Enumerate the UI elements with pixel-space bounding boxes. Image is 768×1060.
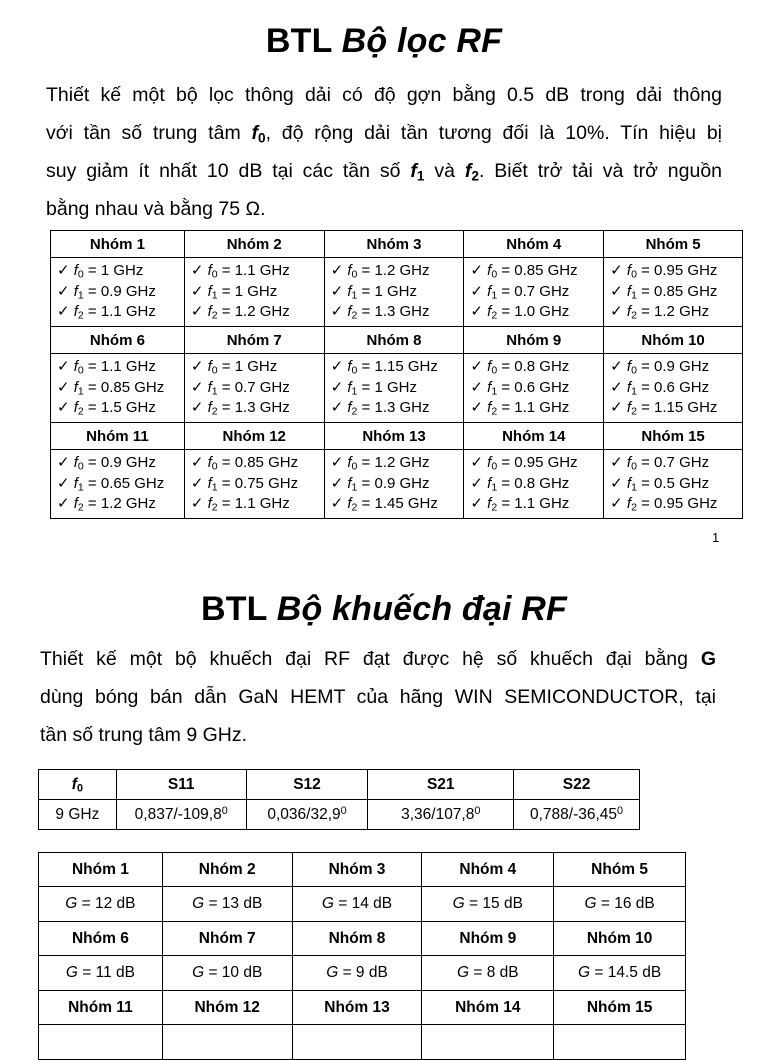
frequency-value: 1 GHz <box>100 262 144 280</box>
frequency-value: 1.1 GHz <box>100 358 156 376</box>
checkmark-icon: ✓ <box>190 282 204 300</box>
sparam-value: 0,036/32,9$^0$ <box>246 800 368 830</box>
group-frequencies <box>184 450 324 519</box>
table-row <box>51 354 743 423</box>
frequency-value: 1.2 GHz <box>374 262 430 280</box>
checkmark-icon: ✓ <box>57 454 70 472</box>
checkmark-icon: ✓ <box>330 303 344 321</box>
gain-value: G = 14 dB <box>292 887 422 922</box>
checkmark-icon: ✓ <box>190 358 204 376</box>
checkmark-icon: ✓ <box>190 262 204 280</box>
checkmark-icon: ✓ <box>57 474 70 492</box>
sparam-header: S21 <box>368 770 514 800</box>
frequency-item: ✓ $f_1 = 1$ GHz <box>330 282 417 302</box>
group-header: Nhóm 13 <box>324 423 464 450</box>
checkmark-icon: ✓ <box>57 399 70 417</box>
frequency-item: ✓ $f_1 = 0.5$ GHz <box>610 474 710 494</box>
table-header-row <box>51 327 743 354</box>
frequency-item: ✓ $f_2 = 1.45$ GHz <box>330 495 438 514</box>
frequency-value: 1.3 GHz <box>374 399 430 417</box>
frequency-item: ✓ $f_1 = 1$ GHz <box>190 282 278 302</box>
gain-value <box>292 1025 422 1060</box>
group-header: Nhóm 1 <box>51 231 185 258</box>
frequency-item: ✓ $f_2 = 1.2$ GHz <box>57 495 156 514</box>
filter-description: Thiết kế một bộ lọc thông dải có độ gợn bằng 0.5 dB trong dải thông với tần số trung tâm $f_0$, độ rộng dải tần tương đối là 10%. Tín hiệu bị suy giảm ít nhất 10 dB tại các tần số $f_1$ và $f_2$. Biết trở tải và trở nguồn bằng nhau và bằng 75 Ω. <box>46 84 723 220</box>
frequency-item: ✓ $f_2 = 1.15$ GHz <box>610 399 718 418</box>
frequency-value: 1.15 GHz <box>654 399 718 417</box>
frequency-item: ✓ $f_2 = 0.95$ GHz <box>610 495 718 514</box>
frequency-item: ✓ $f_0 = 0.9$ GHz <box>610 358 710 377</box>
frequency-value: 0.95 GHz <box>654 495 718 513</box>
frequency-value: 1.5 GHz <box>100 399 156 417</box>
checkmark-icon: ✓ <box>470 262 483 280</box>
frequency-item: ✓ $f_1 = 0.85$ GHz <box>57 378 165 398</box>
checkmark-icon: ✓ <box>610 262 623 280</box>
gain-value: G = 9 dB <box>292 956 422 991</box>
checkmark-icon: ✓ <box>330 378 344 396</box>
frequency-item: ✓ $f_1 = 0.7$ GHz <box>190 378 290 398</box>
group-frequencies <box>184 354 324 423</box>
group-header: Nhóm 7 <box>184 327 324 354</box>
group-header: Nhóm 5 <box>554 853 686 887</box>
frequency-item: ✓ $f_0 = 1.2$ GHz <box>330 454 430 473</box>
group-frequencies <box>604 354 743 423</box>
frequency-item: ✓ $f_0 = 1.15$ GHz <box>330 358 438 377</box>
group-header: Nhóm 3 <box>292 853 422 887</box>
group-header: Nhóm 3 <box>324 231 464 258</box>
frequency-item: ✓ $f_1 = 0.85$ GHz <box>610 282 718 302</box>
frequency-item: ✓ $f_2 = 1.2$ GHz <box>610 303 710 322</box>
group-frequencies <box>324 258 464 327</box>
frequency-item: ✓ $f_1 = 0.65$ GHz <box>57 474 165 494</box>
frequency-item: ✓ $f_2 = 1.1$ GHz <box>470 399 570 418</box>
checkmark-icon: ✓ <box>190 495 204 513</box>
group-frequencies <box>51 258 185 327</box>
frequency-value: 0.85 GHz <box>654 282 718 300</box>
group-header: Nhóm 1 <box>39 853 163 887</box>
checkmark-icon: ✓ <box>57 378 70 396</box>
group-header: Nhóm 15 <box>604 423 743 450</box>
checkmark-icon: ✓ <box>330 399 344 417</box>
checkmark-icon: ✓ <box>610 474 623 492</box>
frequency-value: 1.2 GHz <box>654 303 710 321</box>
gain-value: G = 12 dB <box>39 887 163 922</box>
table-row <box>39 956 686 991</box>
frequency-value: 0.95 GHz <box>514 454 578 472</box>
group-header: Nhóm 8 <box>324 327 464 354</box>
gain-value <box>162 1025 292 1060</box>
frequency-item: ✓ $f_2 = 1.0$ GHz <box>470 303 570 322</box>
frequency-item: ✓ $f_1 = 0.6$ GHz <box>610 378 710 398</box>
filter-groups-table <box>50 230 743 519</box>
frequency-item: ✓ $f_0 = 0.95$ GHz <box>470 454 578 473</box>
frequency-value: 1.2 GHz <box>100 495 156 513</box>
gain-header-row <box>39 991 686 1025</box>
frequency-value: 0.7 GHz <box>234 378 290 396</box>
gain-value: G = 10 dB <box>162 956 292 991</box>
group-frequencies <box>464 258 604 327</box>
group-header: Nhóm 8 <box>292 922 422 956</box>
frequency-value: 1.0 GHz <box>514 303 570 321</box>
frequency-item: ✓ $f_1 = 0.6$ GHz <box>470 378 570 398</box>
amplifier-description: Thiết kế một bộ khuếch đại RF đạt được hệ số khuếch đại bằng G dùng bóng bán dẫn GaN HEMT của hãng WIN SEMICONDUCTOR, tại tần số trung tâm 9 GHz. <box>40 648 716 746</box>
checkmark-icon: ✓ <box>470 282 483 300</box>
group-header: Nhóm 14 <box>464 423 604 450</box>
checkmark-icon: ✓ <box>57 303 70 321</box>
checkmark-icon: ✓ <box>190 454 204 472</box>
group-frequencies <box>604 258 743 327</box>
frequency-value: 0.9 GHz <box>100 454 156 472</box>
frequency-item: ✓ $f_1 = 0.75$ GHz <box>190 474 299 494</box>
group-header: Nhóm 6 <box>51 327 185 354</box>
freq-header: $f_0$ <box>39 770 117 800</box>
checkmark-icon: ✓ <box>330 282 344 300</box>
checkmark-icon: ✓ <box>470 303 483 321</box>
gain-value <box>554 1025 686 1060</box>
frequency-value: 1.1 GHz <box>234 495 290 513</box>
group-frequencies <box>464 354 604 423</box>
frequency-item: ✓ $f_2 = 1.3$ GHz <box>190 399 290 418</box>
group-header: Nhóm 12 <box>162 991 292 1025</box>
group-header: Nhóm 2 <box>162 853 292 887</box>
checkmark-icon: ✓ <box>190 303 204 321</box>
table-row <box>39 1025 686 1060</box>
frequency-value: 0.7 GHz <box>654 454 710 472</box>
gain-header-row <box>39 922 686 956</box>
gain-value: G = 15 dB <box>422 887 554 922</box>
sparam-header-row <box>39 770 640 800</box>
checkmark-icon: ✓ <box>470 399 483 417</box>
frequency-value: 1.1 GHz <box>234 262 290 280</box>
checkmark-icon: ✓ <box>330 474 344 492</box>
checkmark-icon: ✓ <box>330 358 344 376</box>
checkmark-icon: ✓ <box>470 378 483 396</box>
group-header: Nhóm 9 <box>464 327 604 354</box>
checkmark-icon: ✓ <box>470 495 483 513</box>
freq-value: 9 GHz <box>39 800 117 830</box>
sparam-table <box>38 769 640 830</box>
group-header: Nhóm 5 <box>604 231 743 258</box>
group-header: Nhóm 2 <box>184 231 324 258</box>
group-header: Nhóm 13 <box>292 991 422 1025</box>
frequency-item: ✓ $f_1 = 0.8$ GHz <box>470 474 570 494</box>
frequency-item: ✓ $f_2 = 1.2$ GHz <box>190 303 290 322</box>
checkmark-icon: ✓ <box>190 378 204 396</box>
checkmark-icon: ✓ <box>610 303 623 321</box>
table-row <box>51 258 743 327</box>
gain-value: G = 8 dB <box>422 956 554 991</box>
group-header: Nhóm 9 <box>422 922 554 956</box>
frequency-value: 0.6 GHz <box>654 378 710 396</box>
frequency-item: ✓ $f_2 = 1.1$ GHz <box>190 495 290 514</box>
checkmark-icon: ✓ <box>610 358 623 376</box>
gain-value <box>422 1025 554 1060</box>
group-frequencies <box>184 258 324 327</box>
frequency-item: ✓ $f_2 = 1.1$ GHz <box>57 303 156 322</box>
checkmark-icon: ✓ <box>470 454 483 472</box>
frequency-item: ✓ $f_1 = 0.7$ GHz <box>470 282 570 302</box>
table-header-row <box>51 423 743 450</box>
frequency-value: 0.75 GHz <box>234 474 299 492</box>
checkmark-icon: ✓ <box>470 358 483 376</box>
frequency-value: 0.85 GHz <box>100 378 165 396</box>
checkmark-icon: ✓ <box>190 399 204 417</box>
frequency-item: ✓ $f_0 = 1.1$ GHz <box>190 262 290 281</box>
group-header: Nhóm 10 <box>554 922 686 956</box>
frequency-value: 1.3 GHz <box>234 399 290 417</box>
frequency-value: 1.3 GHz <box>374 303 430 321</box>
checkmark-icon: ✓ <box>610 495 623 513</box>
frequency-value: 0.8 GHz <box>514 474 570 492</box>
frequency-value: 1.45 GHz <box>374 495 438 513</box>
frequency-value: 1.2 GHz <box>234 303 290 321</box>
table-row <box>39 887 686 922</box>
frequency-item: ✓ $f_0 = 0.85$ GHz <box>190 454 299 473</box>
frequency-value: 0.85 GHz <box>234 454 299 472</box>
frequency-item: ✓ $f_0 = 0.95$ GHz <box>610 262 718 281</box>
group-header: Nhóm 12 <box>184 423 324 450</box>
checkmark-icon: ✓ <box>610 378 623 396</box>
group-header: Nhóm 11 <box>51 423 185 450</box>
checkmark-icon: ✓ <box>57 358 70 376</box>
frequency-value: 0.65 GHz <box>100 474 165 492</box>
frequency-value: 0.9 GHz <box>374 474 430 492</box>
checkmark-icon: ✓ <box>330 454 344 472</box>
sparam-value: 3,36/107,8$^0$ <box>368 800 514 830</box>
frequency-value: 1.1 GHz <box>100 303 156 321</box>
frequency-value: 0.7 GHz <box>514 282 570 300</box>
frequency-item: ✓ $f_0 = 0.9$ GHz <box>57 454 156 473</box>
sparam-header: S22 <box>514 770 640 800</box>
sparam-value: 0,837/-109,8$^0$ <box>116 800 246 830</box>
checkmark-icon: ✓ <box>610 282 623 300</box>
filter-title: BTL Bộ lọc RF <box>265 22 503 60</box>
frequency-value: 1.2 GHz <box>374 454 430 472</box>
group-frequencies <box>324 450 464 519</box>
gain-value <box>39 1025 163 1060</box>
table-header-row <box>51 231 743 258</box>
frequency-value: 0.5 GHz <box>654 474 710 492</box>
frequency-value: 0.95 GHz <box>654 262 718 280</box>
frequency-item: ✓ $f_0 = 0.7$ GHz <box>610 454 710 473</box>
frequency-value: 1.15 GHz <box>374 358 438 376</box>
frequency-item: ✓ $f_1 = 1$ GHz <box>330 378 417 398</box>
frequency-value: 1 GHz <box>374 378 417 396</box>
frequency-value: 0.8 GHz <box>514 358 570 376</box>
gain-table <box>38 852 686 1060</box>
frequency-value: 1 GHz <box>374 282 417 300</box>
frequency-item: ✓ $f_2 = 1.3$ GHz <box>330 399 430 418</box>
sparam-value: 0,788/-36,45$^0$ <box>514 800 640 830</box>
gain-value: G = 16 dB <box>554 887 686 922</box>
frequency-item: ✓ $f_1 = 0.9$ GHz <box>330 474 430 494</box>
frequency-item: ✓ $f_1 = 0.9$ GHz <box>57 282 156 302</box>
frequency-item: ✓ $f_0 = 1$ GHz <box>57 262 144 281</box>
group-frequencies <box>604 450 743 519</box>
group-frequencies <box>51 450 185 519</box>
group-header: Nhóm 4 <box>422 853 554 887</box>
checkmark-icon: ✓ <box>57 495 70 513</box>
frequency-item: ✓ $f_0 = 0.8$ GHz <box>470 358 570 377</box>
checkmark-icon: ✓ <box>57 262 70 280</box>
frequency-value: 1.1 GHz <box>514 399 570 417</box>
group-header: Nhóm 11 <box>39 991 163 1025</box>
frequency-item: ✓ $f_0 = 1.1$ GHz <box>57 358 156 377</box>
group-header: Nhóm 4 <box>464 231 604 258</box>
group-frequencies <box>324 354 464 423</box>
frequency-value: 1 GHz <box>234 358 278 376</box>
amplifier-title: BTL Bộ khuếch đại RF <box>200 590 568 628</box>
checkmark-icon: ✓ <box>610 454 623 472</box>
checkmark-icon: ✓ <box>190 474 204 492</box>
frequency-value: 1 GHz <box>234 282 278 300</box>
gain-value: G = 13 dB <box>162 887 292 922</box>
group-frequencies <box>51 354 185 423</box>
frequency-item: ✓ $f_0 = 0.85$ GHz <box>470 262 578 281</box>
table-row <box>39 800 640 830</box>
checkmark-icon: ✓ <box>330 262 344 280</box>
frequency-value: 0.9 GHz <box>100 282 156 300</box>
page-number: 1 <box>712 530 720 545</box>
frequency-value: 0.6 GHz <box>514 378 570 396</box>
group-header: Nhóm 15 <box>554 991 686 1025</box>
group-header: Nhóm 7 <box>162 922 292 956</box>
frequency-item: ✓ $f_2 = 1.3$ GHz <box>330 303 430 322</box>
group-header: Nhóm 14 <box>422 991 554 1025</box>
group-frequencies <box>464 450 604 519</box>
frequency-item: ✓ $f_2 = 1.5$ GHz <box>57 399 156 418</box>
frequency-item: ✓ $f_0 = 1$ GHz <box>190 358 278 377</box>
frequency-item: ✓ $f_0 = 1.2$ GHz <box>330 262 430 281</box>
checkmark-icon: ✓ <box>330 495 344 513</box>
frequency-value: 0.85 GHz <box>514 262 578 280</box>
frequency-value: 0.9 GHz <box>654 358 710 376</box>
checkmark-icon: ✓ <box>470 474 483 492</box>
gain-value: G = 11 dB <box>39 956 163 991</box>
frequency-value: 1.1 GHz <box>514 495 570 513</box>
frequency-item: ✓ $f_2 = 1.1$ GHz <box>470 495 570 514</box>
sparam-header: S11 <box>116 770 246 800</box>
sparam-header: S12 <box>246 770 368 800</box>
group-header: Nhóm 10 <box>604 327 743 354</box>
gain-value: G = 14.5 dB <box>554 956 686 991</box>
group-header: Nhóm 6 <box>39 922 163 956</box>
gain-header-row <box>39 853 686 887</box>
checkmark-icon: ✓ <box>610 399 623 417</box>
checkmark-icon: ✓ <box>57 282 70 300</box>
table-row <box>51 450 743 519</box>
